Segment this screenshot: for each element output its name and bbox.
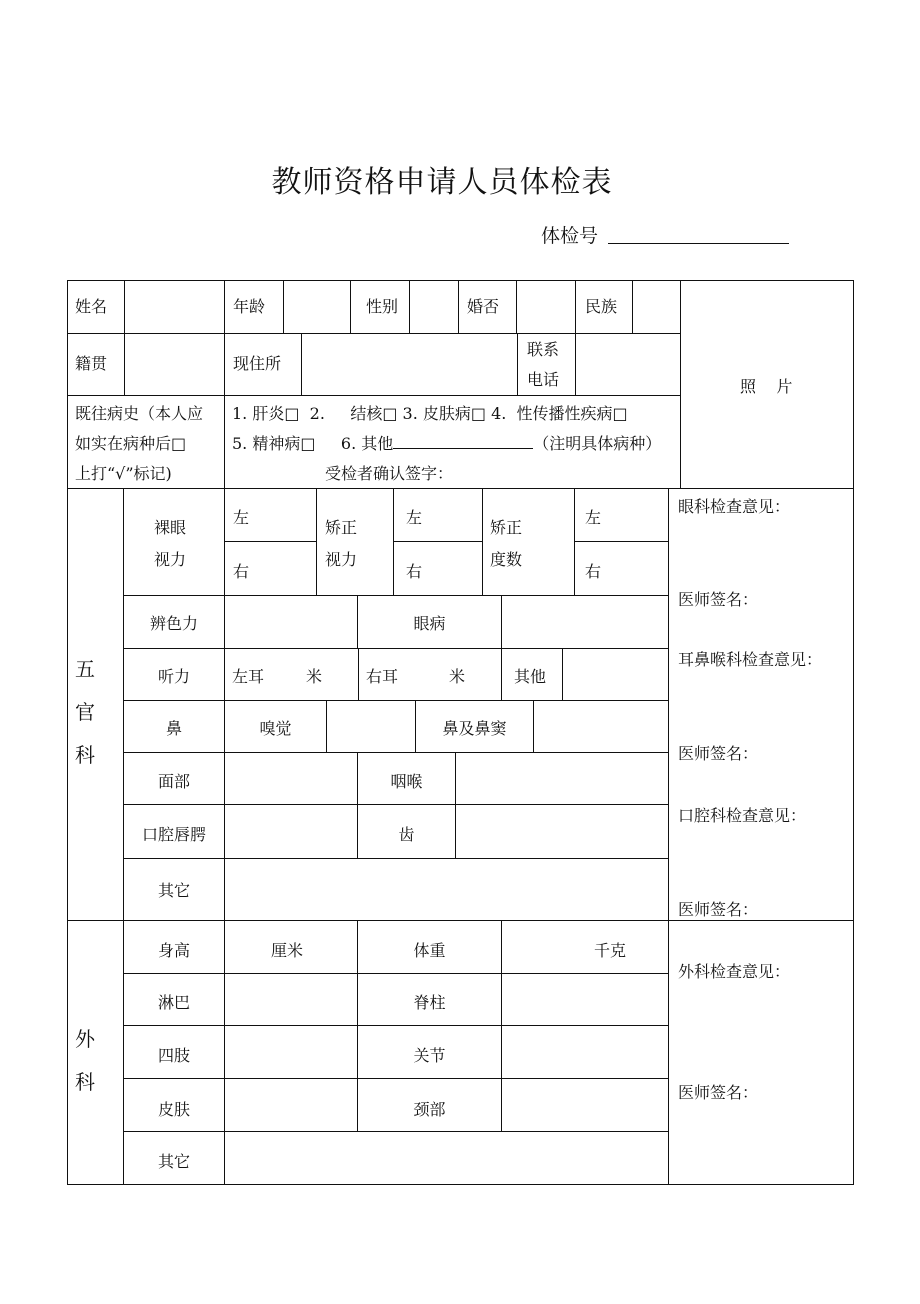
residence-label: 现住所: [233, 354, 282, 373]
corrected-vision-right[interactable]: 右: [406, 562, 423, 581]
exam-number-field[interactable]: [608, 243, 789, 244]
face-field[interactable]: [225, 753, 356, 804]
ent-doctor-sign-label[interactable]: 医师签名：: [678, 744, 759, 763]
spine-field[interactable]: [502, 974, 667, 1025]
section-surgery-2: 科: [75, 1070, 95, 1094]
history-options-line-2[interactable]: [232, 434, 661, 454]
smell-field[interactable]: [327, 701, 414, 752]
eye-disease-label: 眼病: [413, 614, 446, 633]
surgery-others-label: 其它: [157, 1152, 190, 1171]
teeth-label: 齿: [398, 825, 415, 844]
surgery-doctor-sign-label[interactable]: 医师签名：: [678, 1083, 759, 1102]
hearing-label: 听力: [157, 667, 190, 686]
ent-opinion-label: 耳鼻喉科检查意见：: [678, 650, 823, 669]
contact-label-1: 联系: [527, 340, 560, 359]
right-ear-unit: 米: [449, 667, 466, 686]
contact-phone-field[interactable]: [576, 334, 679, 395]
surgery-opinion-label: 外科检查意见：: [678, 962, 791, 981]
surgery-others-field[interactable]: [225, 1132, 667, 1184]
nose-sinus-field[interactable]: [534, 701, 667, 752]
facial-others-label: 其它: [157, 881, 190, 900]
exam-number-label: 体检号: [541, 225, 599, 247]
history-note: （注明具体病种）: [533, 434, 662, 453]
history-label-2: 如实在病种后□: [75, 434, 187, 453]
age-field[interactable]: [284, 281, 349, 333]
name-label: 姓名: [75, 297, 108, 316]
corrected-vision-label-2: 视力: [325, 550, 358, 569]
color-vision-label: 辨色力: [149, 614, 198, 633]
history-options-line-1[interactable]: 1. 肝炎□ 2. 结核□ 3. 皮肤病□ 4. 性传播性疾病□: [232, 404, 628, 423]
section-facial-2: 官: [75, 700, 95, 724]
weight-label: 体重: [413, 941, 446, 960]
ethnicity-label: 民族: [585, 297, 618, 316]
lymph-field[interactable]: [225, 974, 356, 1025]
oral-field[interactable]: [225, 805, 356, 858]
section-facial-3: 科: [75, 743, 95, 767]
corrected-vision-left[interactable]: 左: [406, 508, 423, 527]
correction-degree-right[interactable]: 右: [585, 562, 602, 581]
correction-degree-left[interactable]: 左: [585, 508, 602, 527]
native-place-label: 籍贯: [75, 354, 108, 373]
naked-vision-label-2: 视力: [154, 550, 187, 569]
ethnicity-field[interactable]: [633, 281, 679, 333]
neck-label: 颈部: [413, 1100, 446, 1119]
limbs-field[interactable]: [225, 1026, 356, 1078]
history-label-3: 上打“√”标记): [75, 464, 172, 483]
smell-label: 嗅觉: [259, 719, 292, 738]
history-label-1: 既往病史（本人应: [75, 404, 204, 423]
oral-doctor-sign-label[interactable]: 医师签名：: [678, 900, 759, 919]
correction-degree-label-2: 度数: [490, 550, 523, 569]
gender-field[interactable]: [410, 281, 457, 333]
age-label: 年龄: [233, 297, 266, 316]
history-options-text: 5. 精神病□ 6. 其他: [232, 434, 394, 453]
eye-opinion-label: 眼科检查意见：: [678, 497, 791, 516]
other-disease-field[interactable]: [393, 434, 533, 449]
height-label: 身高: [157, 941, 190, 960]
left-ear-label[interactable]: 左耳: [232, 667, 265, 686]
height-unit[interactable]: 厘米: [271, 941, 304, 960]
hearing-other-field[interactable]: [563, 649, 667, 700]
joints-label: 关节: [413, 1046, 446, 1065]
native-place-field[interactable]: [125, 334, 223, 395]
skin-field[interactable]: [225, 1079, 356, 1131]
eye-disease-field[interactable]: [502, 596, 667, 648]
gender-label: 性别: [366, 297, 399, 316]
name-field[interactable]: [125, 281, 223, 333]
facial-others-field[interactable]: [225, 859, 667, 920]
naked-vision-right[interactable]: 右: [233, 562, 250, 581]
joints-field[interactable]: [502, 1026, 667, 1078]
naked-vision-left[interactable]: 左: [233, 508, 250, 527]
limbs-label: 四肢: [157, 1046, 190, 1065]
corrected-vision-label-1: 矫正: [325, 518, 358, 537]
teeth-field[interactable]: [456, 805, 667, 858]
contact-label-2: 电话: [527, 370, 560, 389]
section-facial-1: 五: [75, 657, 95, 681]
oral-opinion-label: 口腔科检查意见：: [678, 806, 807, 825]
throat-label: 咽喉: [390, 772, 423, 791]
spine-label: 脊柱: [413, 993, 446, 1012]
nose-sinus-label: 鼻及鼻窦: [442, 719, 507, 738]
eye-doctor-sign-label[interactable]: 医师签名：: [678, 590, 759, 609]
lymph-label: 淋巴: [157, 993, 190, 1012]
marital-field[interactable]: [517, 281, 574, 333]
throat-field[interactable]: [456, 753, 667, 804]
naked-vision-label-1: 裸眼: [154, 518, 187, 537]
oral-label: 口腔唇腭: [141, 825, 206, 844]
examinee-signature-label: 受检者确认签字：: [325, 464, 454, 483]
page-title: 教师资格申请人员体检表: [271, 165, 613, 200]
section-surgery-1: 外: [75, 1027, 95, 1051]
photo-placeholder: 照 片: [740, 377, 793, 396]
color-vision-field[interactable]: [225, 596, 356, 648]
hearing-other-label: 其他: [514, 667, 547, 686]
neck-field[interactable]: [502, 1079, 667, 1131]
weight-unit[interactable]: 千克: [594, 941, 627, 960]
nose-label: 鼻: [165, 719, 182, 738]
correction-degree-label-1: 矫正: [490, 518, 523, 537]
skin-label: 皮肤: [157, 1100, 190, 1119]
marital-label: 婚否: [467, 297, 500, 316]
right-ear-label[interactable]: 右耳: [366, 667, 399, 686]
left-ear-unit: 米: [306, 667, 323, 686]
face-label: 面部: [157, 772, 190, 791]
residence-field[interactable]: [302, 334, 516, 395]
